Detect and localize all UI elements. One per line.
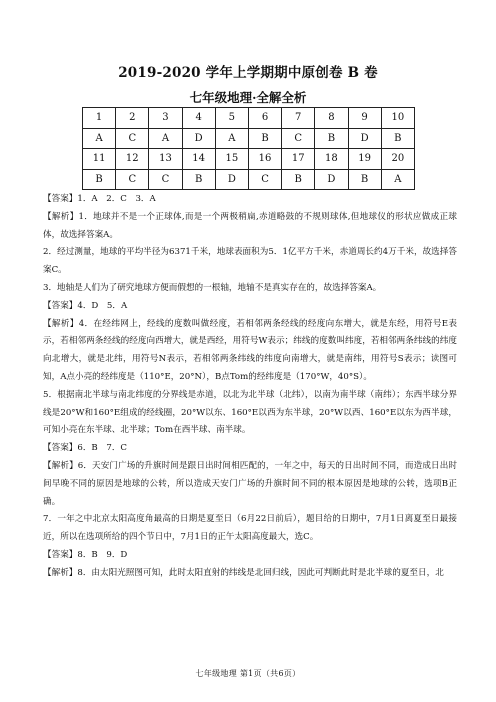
table-cell: B xyxy=(315,128,348,149)
table-cell: C xyxy=(149,169,182,190)
table-cell: D xyxy=(315,169,348,190)
table-cell: 5 xyxy=(215,108,248,129)
table-row xyxy=(83,149,415,170)
table-cell: 8 xyxy=(315,108,348,129)
table-row xyxy=(83,128,415,149)
explanation-paragraph: 3．地轴是人们为了研究地球方便而假想的一根轴，地轴不是真实存在的，故选择答案A。 xyxy=(43,282,382,293)
table-cell: 16 xyxy=(248,149,281,170)
table-cell: A xyxy=(381,169,414,190)
table-cell: B xyxy=(348,169,381,190)
table-cell: 12 xyxy=(116,149,149,170)
table-cell: C xyxy=(282,128,315,149)
table-cell: 14 xyxy=(182,149,215,170)
table-row xyxy=(83,169,415,190)
table-cell: 13 xyxy=(149,149,182,170)
table-cell: B xyxy=(282,169,315,190)
table-cell: 1 xyxy=(83,108,116,129)
answer-line: 【答案】6．B 7．C xyxy=(43,443,127,454)
table-cell: 6 xyxy=(248,108,281,129)
table-cell: 18 xyxy=(315,149,348,170)
table-cell: A xyxy=(83,128,116,149)
explanation-paragraph: 【解析】6．天安门广场的升旗时间是跟日出时间相匹配的，一年之中，每天的日出时间不同，而造成日出时间早晚不同的原因是地球的公转，所以造成天安门广场的升旗时间不同的根本原因是地球的公转，选项B正确。 xyxy=(43,460,457,507)
explanation-paragraph: 【解析】4．在经纬网上，经线的度数叫做经度，若相邻两条经线的经度向东增大，就是东经，用符号E表示，若相邻两条经线的经度向西增大，就是西经，用符号W表示；纬线的度数叫纬度，若相邻两条纬线的纬度向北增大，就是北纬，用符号N表示，若相邻两条纬线的纬度向南增大，就是南纬，用符号S表示；读图可知，A点小亮的经纬度是（110°E，20°N），B点Tom的经纬度是（170°W，40°S）。 xyxy=(43,318,457,382)
table-cell: 4 xyxy=(182,108,215,129)
page-footer: 七年级地理 第1页（共6页） xyxy=(195,669,301,678)
table-cell: C xyxy=(116,128,149,149)
explanation-paragraph: 【解析】8．由太阳光照图可知，此时太阳直射的纬线是北回归线，因此可判断此时是北半球的夏至日，北 xyxy=(43,567,444,578)
table-cell: 2 xyxy=(116,108,149,129)
table-cell: D xyxy=(215,169,248,190)
table-cell: A xyxy=(149,128,182,149)
table-cell: D xyxy=(348,128,381,149)
document-subtitle: 七年级地理·全解全析 xyxy=(189,90,307,105)
explanation-paragraph: 5．根据南北半球与南北纬度的分界线是赤道，以北为北半球（北纬），以南为南半球（南纬）；东西半球分界线是20°W和160°E组成的经线圈，20°W以东、160°E以西为东半球，20°W以西、160°E以东为西半球，可知小亮在东半球、北半球；Tom在西半球、南半球。 xyxy=(43,389,457,436)
table-cell: C xyxy=(116,169,149,190)
table-cell: 7 xyxy=(282,108,315,129)
table-cell: A xyxy=(215,128,248,149)
explanation-paragraph: 2．经过测量，地球的平均半径为6371千米，地球表面积为5．1亿平方千米，赤道周长约4万千米，故选择答案C。 xyxy=(43,247,457,276)
explanation-paragraph: 7．一年之中北京太阳高度角最高的日期是夏至日（6月22日前后），题目给的日期中，7月1日离夏至日最接近，所以在选项所给的四个节日中，7月1日的正午太阳高度最大，选C。 xyxy=(43,514,457,543)
answer-line: 【答案】4．D 5．A xyxy=(43,300,128,311)
table-row xyxy=(83,108,415,129)
table-cell: C xyxy=(248,169,281,190)
table-cell: B xyxy=(248,128,281,149)
explanation-body xyxy=(43,191,457,583)
answer-table xyxy=(82,107,415,190)
document-title: 2019-2020 学年上学期期中原创卷 B 卷 xyxy=(118,65,378,81)
table-cell: 9 xyxy=(348,108,381,129)
table-cell: 3 xyxy=(149,108,182,129)
table-cell: 15 xyxy=(215,149,248,170)
table-cell: B xyxy=(83,169,116,190)
explanation-paragraph: 【解析】1．地球并不是一个正球体,而是一个两极稍扁,赤道略鼓的不规则球体,但地球仪的形状应做成正球体，故选择答案A。 xyxy=(43,211,457,240)
table-cell: 17 xyxy=(282,149,315,170)
table-cell: 19 xyxy=(348,149,381,170)
table-cell: 11 xyxy=(83,149,116,170)
table-cell: B xyxy=(182,169,215,190)
answer-line: 【答案】8．B 9．D xyxy=(43,549,128,560)
table-cell: B xyxy=(381,128,414,149)
table-cell: 10 xyxy=(381,108,414,129)
table-cell: D xyxy=(182,128,215,149)
answer-line: 【答案】1．A 2．C 3．A xyxy=(43,194,156,204)
table-cell: 20 xyxy=(381,149,414,170)
